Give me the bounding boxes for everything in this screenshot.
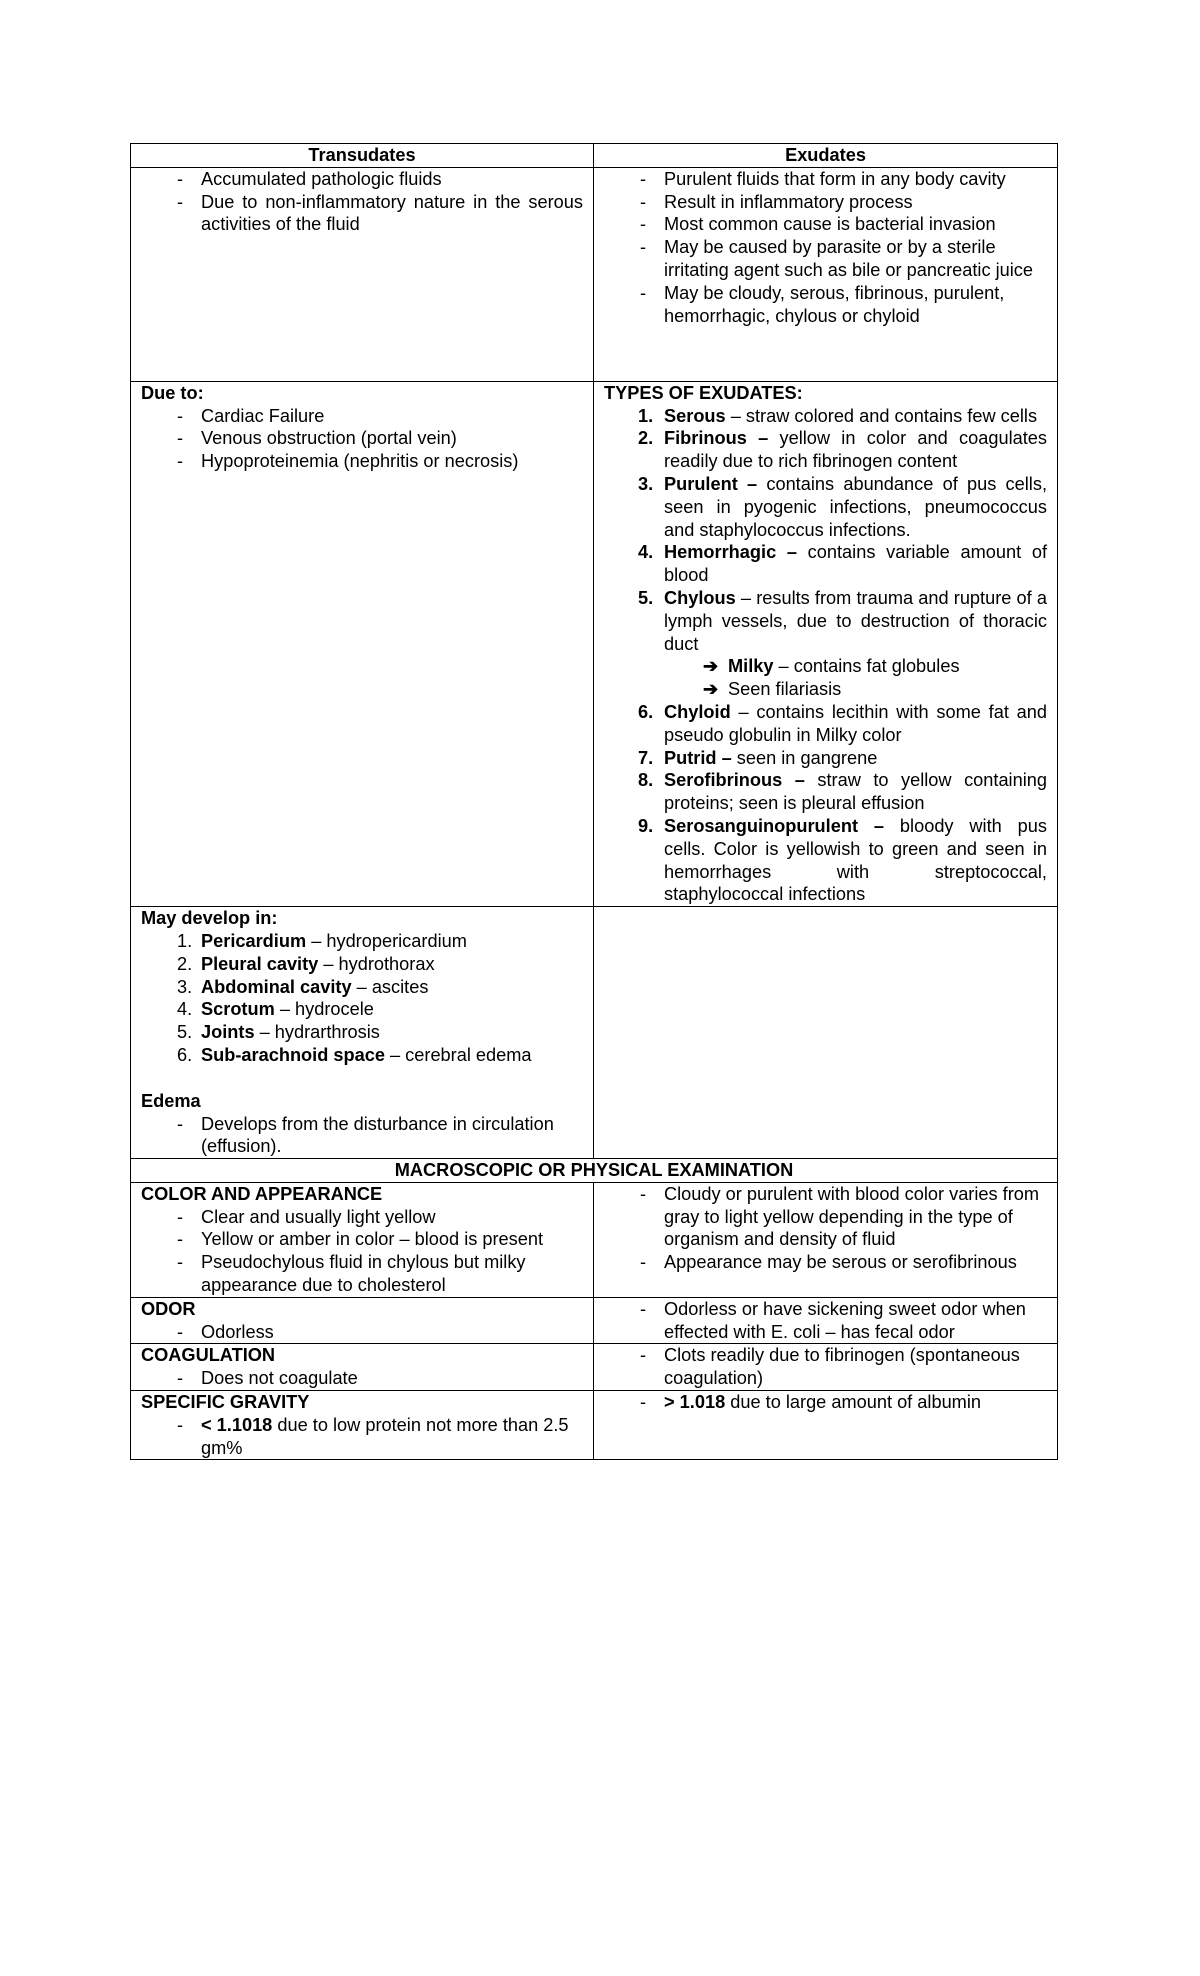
item-term: Sub-arachnoid space bbox=[201, 1044, 385, 1065]
sub-list-item bbox=[604, 678, 1047, 701]
sg-exudates-cell bbox=[594, 1391, 1058, 1460]
develop-heading: May develop in: bbox=[141, 908, 278, 929]
sub-list-item bbox=[604, 655, 1047, 678]
item-number: 1. bbox=[177, 930, 193, 951]
list-item: - Cloudy or purulent with blood color varies from gray to light yellow depending in the type of organism and density of fluid bbox=[604, 1183, 1047, 1251]
list-item bbox=[141, 930, 583, 953]
intro-exudates-cell bbox=[594, 167, 1058, 381]
item-desc: yellow in color and coagulates readily due to rich fibrinogen content bbox=[664, 428, 1048, 472]
item-term: Putrid – bbox=[664, 747, 732, 768]
sg-value: < 1.1018 bbox=[201, 1414, 273, 1435]
list-item: - Hypoproteinemia (nephritis or necrosis) bbox=[141, 450, 583, 473]
item-number: 1. bbox=[638, 405, 654, 426]
list-item bbox=[141, 976, 583, 999]
list-item: - Purulent fluids that form in any body cavity bbox=[604, 168, 1047, 191]
item-term: Chyloid bbox=[664, 701, 731, 722]
list-item bbox=[604, 815, 1047, 906]
item-desc: – hydrocele bbox=[274, 999, 374, 1020]
list-item bbox=[604, 701, 1047, 747]
comparison-table bbox=[130, 143, 1058, 1460]
item-desc: contains abundance of pus cells, seen in pyogenic infections, pneumococcus and staphylococcus infections. bbox=[664, 473, 1047, 540]
item-number: 4. bbox=[638, 542, 654, 563]
header-exudates: Exudates bbox=[594, 144, 1058, 168]
spacer bbox=[141, 1067, 583, 1090]
list-item bbox=[141, 998, 583, 1021]
list-item: - Most common cause is bacterial invasion bbox=[604, 213, 1047, 236]
list-item: - Odorless bbox=[141, 1321, 583, 1344]
list-item: - May be cloudy, serous, fibrinous, purulent, hemorrhagic, chylous or chyloid bbox=[604, 282, 1047, 328]
color-exudates-list bbox=[604, 1183, 1047, 1274]
odor-row bbox=[131, 1297, 1058, 1344]
item-number: 6. bbox=[177, 1044, 193, 1065]
item-number: 9. bbox=[638, 815, 654, 836]
list-item bbox=[604, 427, 1047, 473]
item-number: 3. bbox=[177, 976, 193, 997]
list-item bbox=[604, 769, 1047, 815]
list-item bbox=[604, 747, 1047, 770]
header-row bbox=[131, 144, 1058, 168]
coagulation-transudates-cell bbox=[131, 1344, 594, 1391]
item-desc: – contains lecithin with some fat and pseudo globulin in Milky color bbox=[664, 701, 1047, 745]
intro-row bbox=[131, 167, 1058, 381]
intro-transudates-cell bbox=[131, 167, 594, 381]
item-number: 5. bbox=[177, 1022, 193, 1043]
list-item: - Odorless or have sickening sweet odor when effected with E. coli – has fecal odor bbox=[604, 1298, 1047, 1344]
list-item: - Accumulated pathologic fluids bbox=[141, 168, 583, 191]
item-number: 7. bbox=[638, 747, 654, 768]
types-list-continued bbox=[604, 701, 1047, 906]
item-desc: – hydrothorax bbox=[318, 953, 435, 974]
item-term: Serosanguinopurulent – bbox=[664, 815, 885, 836]
intro-exudates-list bbox=[604, 168, 1047, 328]
color-exudates-cell bbox=[594, 1182, 1058, 1297]
macro-heading-row bbox=[131, 1159, 1058, 1183]
list-item: - Venous obstruction (portal vein) bbox=[141, 427, 583, 450]
item-term: Purulent – bbox=[664, 473, 758, 494]
item-term: Pericardium bbox=[201, 930, 307, 951]
sg-exudates-list bbox=[604, 1391, 1047, 1414]
sg-transudates-list bbox=[141, 1414, 583, 1460]
list-item: - Does not coagulate bbox=[141, 1367, 583, 1390]
develop-empty-cell bbox=[594, 907, 1058, 1159]
item-desc: – contains fat globules bbox=[773, 656, 960, 677]
item-term: Fibrinous – bbox=[664, 428, 769, 449]
sg-desc: due to large amount of albumin bbox=[725, 1392, 981, 1413]
item-desc: – hydropericardium bbox=[306, 930, 467, 951]
types-list bbox=[604, 405, 1047, 656]
item-number: 2. bbox=[177, 953, 193, 974]
item-desc: – results from trauma and rupture of a lymph vessels, due to destruction of thoracic duct bbox=[664, 587, 1047, 654]
list-item: - Due to non-inflammatory nature in the serous activities of the fluid bbox=[141, 191, 583, 237]
list-item bbox=[604, 1391, 1047, 1414]
chylous-sub-list bbox=[604, 655, 1047, 701]
specific-gravity-row bbox=[131, 1391, 1058, 1460]
odor-exudates-cell bbox=[594, 1297, 1058, 1344]
item-number: 6. bbox=[638, 701, 654, 722]
list-item: - Clear and usually light yellow bbox=[141, 1206, 583, 1229]
list-item: - May be caused by parasite or by a sterile irritating agent such as bile or pancreatic juice bbox=[604, 236, 1047, 282]
item-term: Milky bbox=[728, 656, 774, 677]
list-item bbox=[604, 473, 1047, 541]
item-number: 8. bbox=[638, 770, 654, 791]
coagulation-exudates-list bbox=[604, 1344, 1047, 1390]
list-item: - Appearance may be serous or serofibrinous bbox=[604, 1251, 1047, 1274]
item-desc: – hydrarthrosis bbox=[254, 1022, 380, 1043]
list-item: - Cardiac Failure bbox=[141, 405, 583, 428]
arrow-right-icon: ➔ bbox=[703, 679, 719, 700]
list-item bbox=[141, 1414, 583, 1460]
color-transudates-list bbox=[141, 1206, 583, 1297]
list-item: - Develops from the disturbance in circulation (effusion). bbox=[141, 1113, 583, 1159]
item-desc: contains variable amount of blood bbox=[664, 542, 1048, 586]
item-term: Scrotum bbox=[201, 999, 275, 1020]
types-heading: TYPES OF EXUDATES: bbox=[604, 382, 803, 403]
item-term: Hemorrhagic – bbox=[664, 542, 797, 563]
odor-exudates-list bbox=[604, 1298, 1047, 1344]
item-number: 4. bbox=[177, 999, 193, 1020]
intro-transudates-list bbox=[141, 168, 583, 236]
develop-list bbox=[141, 930, 583, 1067]
list-item: - Result in inflammatory process bbox=[604, 191, 1047, 214]
sg-value: > 1.018 bbox=[664, 1392, 726, 1413]
list-item: - Yellow or amber in color – blood is present bbox=[141, 1228, 583, 1251]
coagulation-heading: COAGULATION bbox=[141, 1345, 276, 1366]
due-to-heading: Due to: bbox=[141, 382, 204, 403]
list-item bbox=[604, 541, 1047, 587]
item-desc: seen in gangrene bbox=[731, 747, 878, 768]
causes-types-row bbox=[131, 381, 1058, 906]
types-cell bbox=[594, 381, 1058, 906]
odor-transudates-list bbox=[141, 1321, 583, 1344]
list-item bbox=[604, 587, 1047, 655]
due-to-list bbox=[141, 405, 583, 473]
header-transudates: Transudates bbox=[131, 144, 594, 168]
edema-heading: Edema bbox=[141, 1090, 201, 1111]
color-transudates-cell bbox=[131, 1182, 594, 1297]
sg-transudates-cell bbox=[131, 1391, 594, 1460]
item-desc: Seen filariasis bbox=[728, 679, 842, 700]
list-item bbox=[141, 1044, 583, 1067]
develop-cell bbox=[131, 907, 594, 1159]
arrow-right-icon: ➔ bbox=[703, 656, 719, 677]
item-desc: – cerebral edema bbox=[384, 1044, 532, 1065]
item-desc: – straw colored and contains few cells bbox=[725, 405, 1038, 426]
color-row bbox=[131, 1182, 1058, 1297]
due-to-cell bbox=[131, 381, 594, 906]
coagulation-exudates-cell bbox=[594, 1344, 1058, 1391]
coagulation-transudates-list bbox=[141, 1367, 583, 1390]
item-term: Serous bbox=[664, 405, 726, 426]
list-item bbox=[141, 953, 583, 976]
odor-transudates-cell bbox=[131, 1297, 594, 1344]
coagulation-row bbox=[131, 1344, 1058, 1391]
item-desc: straw to yellow containing proteins; seen is pleural effusion bbox=[664, 770, 1047, 814]
item-term: Chylous bbox=[664, 587, 736, 608]
item-desc: – ascites bbox=[351, 976, 429, 997]
list-item bbox=[141, 1021, 583, 1044]
sg-heading: SPECIFIC GRAVITY bbox=[141, 1392, 310, 1413]
develop-row bbox=[131, 907, 1058, 1159]
list-item: - Clots readily due to fibrinogen (spontaneous coagulation) bbox=[604, 1344, 1047, 1390]
item-desc: bloody with pus cells. Color is yellowish to green and seen in hemorrhages with streptococcal, staphylococcal infections bbox=[664, 815, 1047, 905]
item-term: Pleural cavity bbox=[201, 953, 319, 974]
item-number: 2. bbox=[638, 428, 654, 449]
odor-heading: ODOR bbox=[141, 1298, 196, 1319]
list-item: - Pseudochylous fluid in chylous but milky appearance due to cholesterol bbox=[141, 1251, 583, 1297]
item-number: 5. bbox=[638, 587, 654, 608]
list-item bbox=[604, 405, 1047, 428]
sg-desc: due to low protein not more than 2.5 gm% bbox=[201, 1414, 569, 1458]
item-number: 3. bbox=[638, 473, 654, 494]
item-term: Abdominal cavity bbox=[201, 976, 352, 997]
edema-list bbox=[141, 1113, 583, 1159]
item-term: Joints bbox=[201, 1022, 255, 1043]
color-heading: COLOR AND APPEARANCE bbox=[141, 1183, 383, 1204]
item-term: Serofibrinous – bbox=[664, 770, 805, 791]
macro-heading: MACROSCOPIC OR PHYSICAL EXAMINATION bbox=[131, 1159, 1058, 1183]
